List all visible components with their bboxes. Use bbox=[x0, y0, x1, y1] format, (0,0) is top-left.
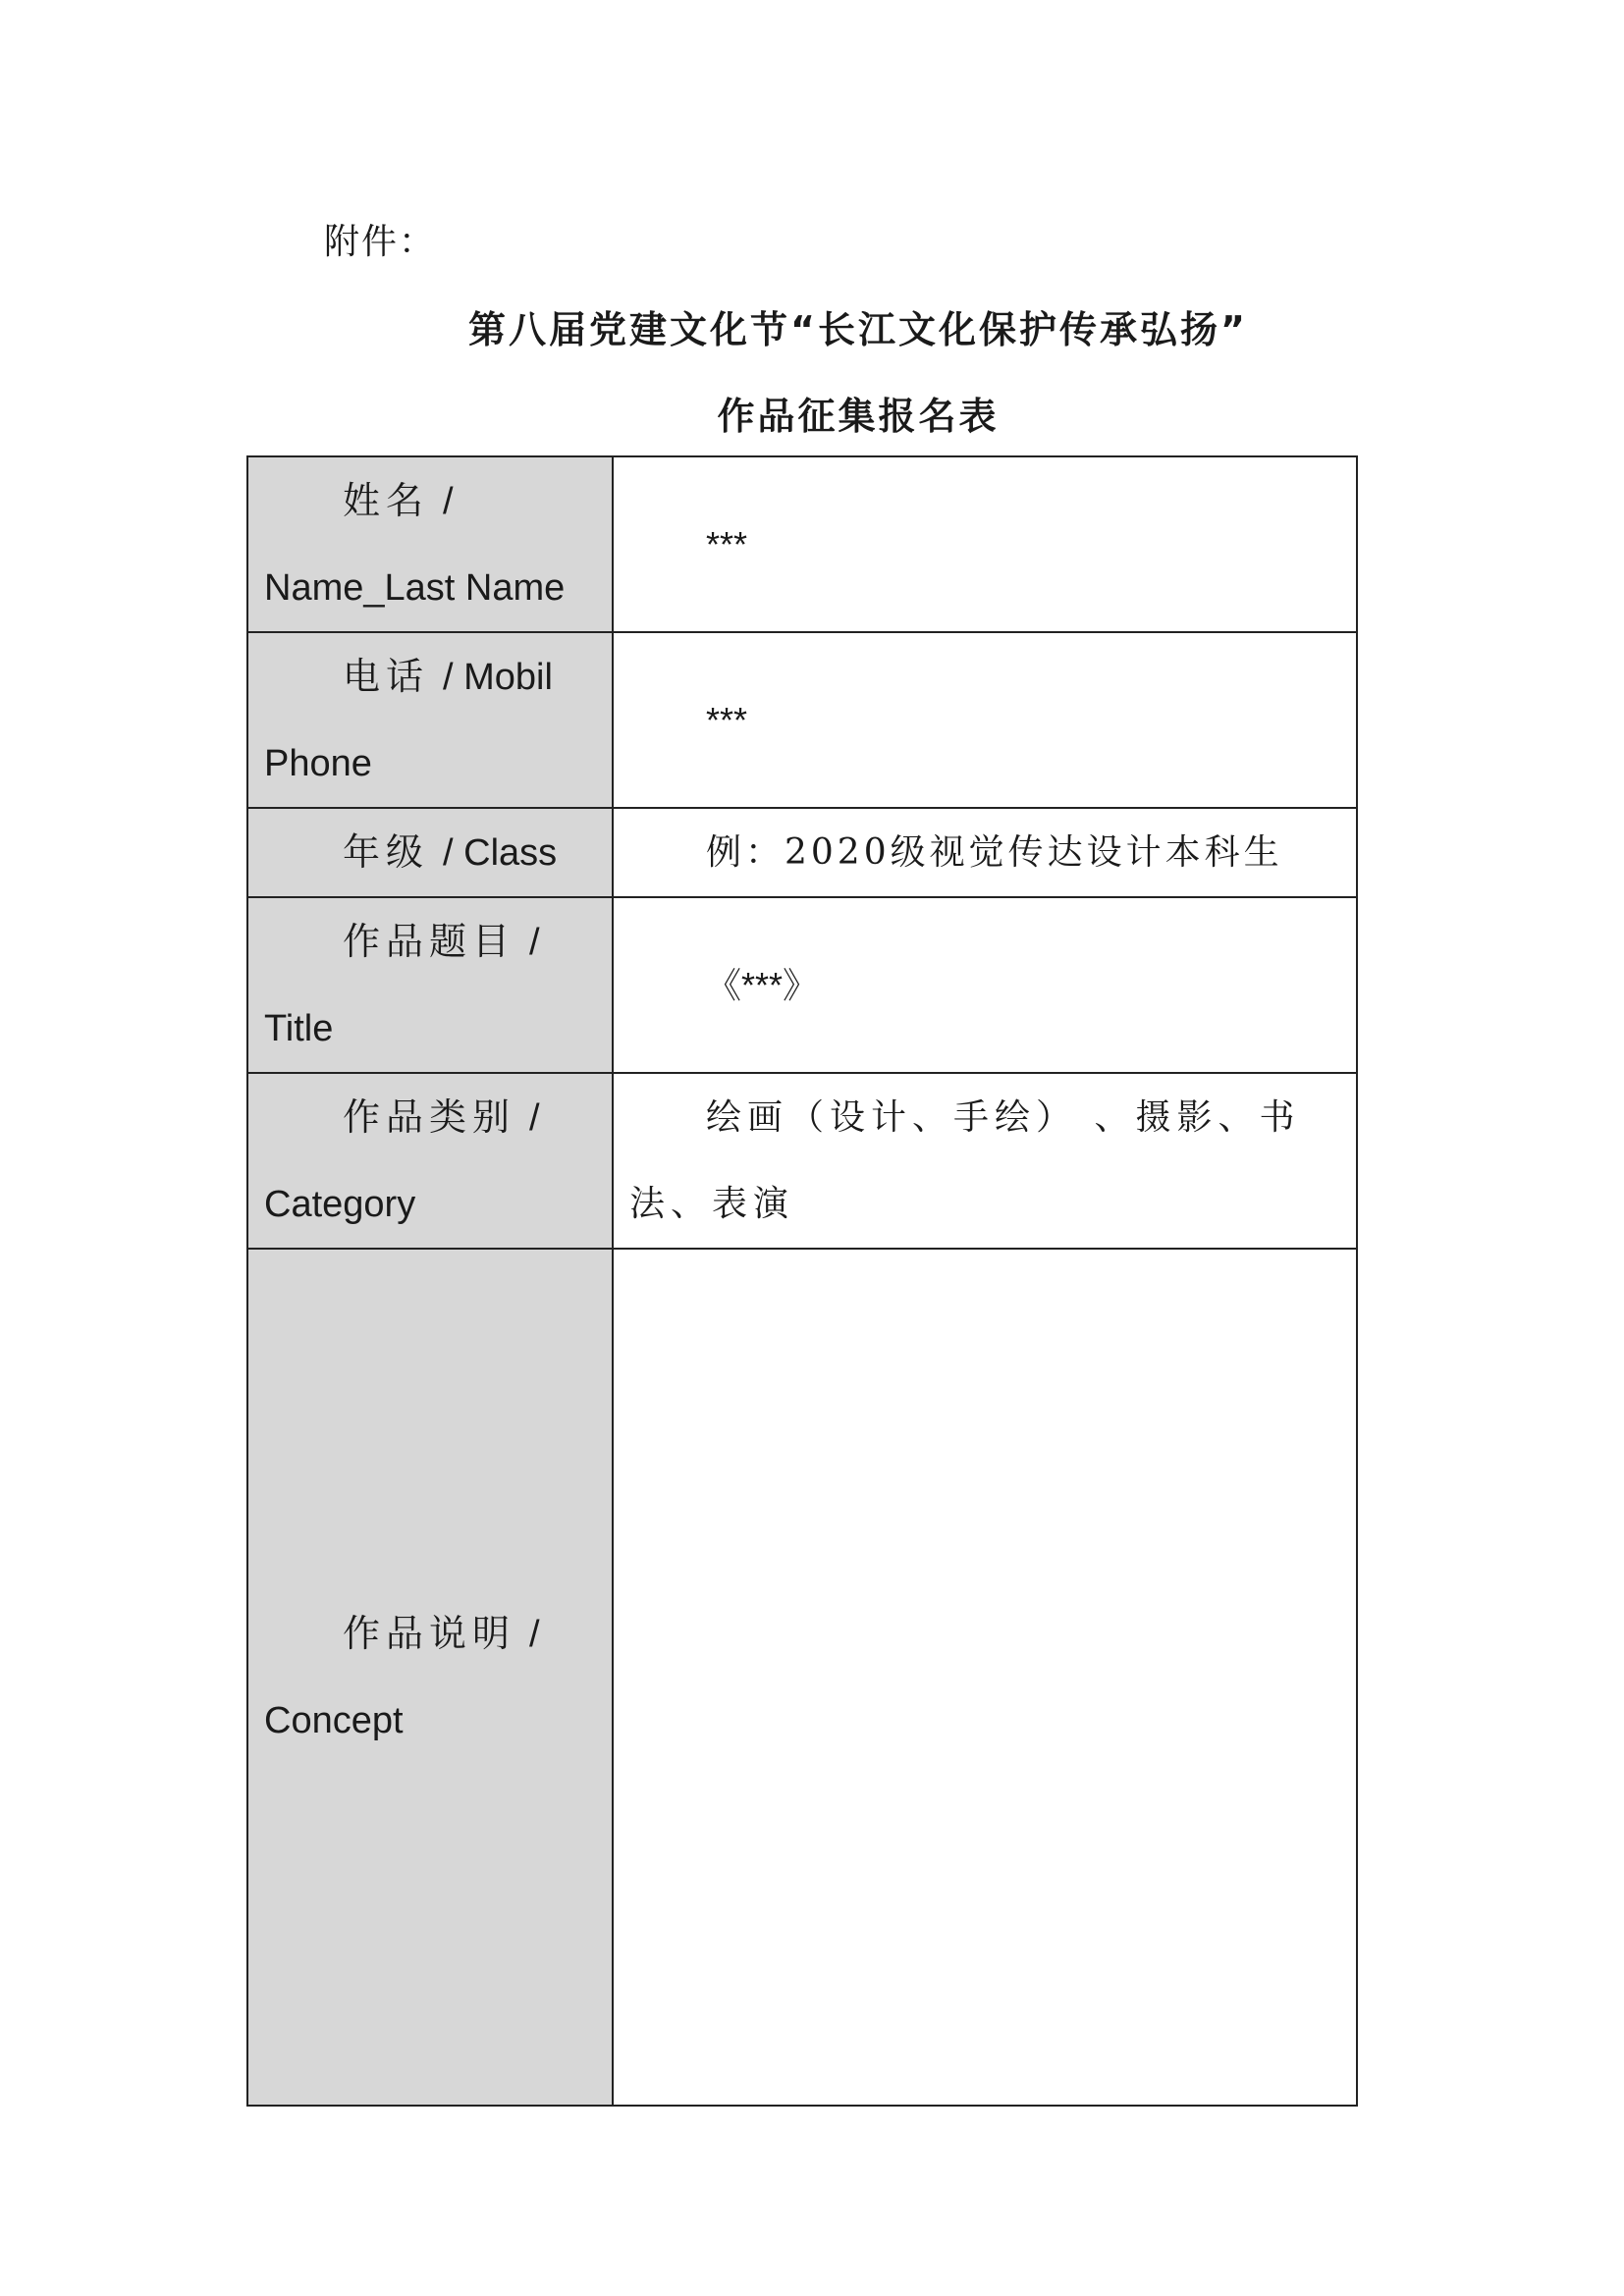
label-concept-slash: / bbox=[529, 1614, 540, 1655]
value-phone: *** bbox=[706, 699, 748, 740]
label-category-en: Category bbox=[264, 1184, 416, 1225]
value-class: 例：2020级视觉传达设计本科生 bbox=[706, 831, 1283, 873]
label-cell-phone bbox=[247, 632, 613, 808]
form-row-title bbox=[247, 897, 1357, 1073]
value-cell-category[interactable] bbox=[613, 1073, 1357, 1249]
form-title-line-2: 作品征集报名表 bbox=[717, 395, 1000, 438]
form-row-category bbox=[247, 1073, 1357, 1249]
label-category-slash: / bbox=[529, 1097, 540, 1139]
label-cell-concept bbox=[247, 1249, 613, 2106]
value-title: 《***》 bbox=[706, 964, 819, 1005]
label-title-zh: 作品题目 bbox=[343, 920, 516, 963]
value-cell-phone[interactable] bbox=[613, 632, 1357, 808]
label-phone-zh: 电话 bbox=[343, 655, 430, 698]
label-title-slash: / bbox=[529, 922, 540, 963]
label-cell-class bbox=[247, 808, 613, 897]
label-class-zh: 年级 bbox=[343, 830, 430, 874]
value-cell-title[interactable] bbox=[613, 897, 1357, 1073]
label-concept-zh: 作品说明 bbox=[343, 1612, 516, 1655]
label-category-zh: 作品类别 bbox=[343, 1095, 516, 1139]
form-row-name bbox=[247, 456, 1357, 632]
form-row-concept bbox=[247, 1249, 1357, 2106]
label-name-zh: 姓名 bbox=[343, 479, 430, 522]
value-cell-name[interactable] bbox=[613, 456, 1357, 632]
value-cell-class[interactable] bbox=[613, 808, 1357, 897]
value-category: 绘画（设计、手绘） 、摄影、书法、表演 bbox=[629, 1096, 1301, 1224]
form-title-line-1: 第八届党建文化节“长江文化保护传承弘扬” bbox=[468, 308, 1248, 351]
label-name-en: Name_Last Name bbox=[264, 567, 566, 609]
value-cell-concept[interactable] bbox=[613, 1249, 1357, 2106]
attachment-label: 附件： bbox=[324, 222, 437, 262]
form-row-class bbox=[247, 808, 1357, 897]
label-cell-title bbox=[247, 897, 613, 1073]
label-cell-category bbox=[247, 1073, 613, 1249]
label-phone-en: Phone bbox=[264, 743, 372, 784]
registration-form-table bbox=[246, 455, 1358, 2107]
form-row-phone bbox=[247, 632, 1357, 808]
label-cell-name bbox=[247, 456, 613, 632]
value-name: *** bbox=[706, 523, 748, 564]
label-class-en: / Class bbox=[443, 832, 558, 874]
label-title-en: Title bbox=[264, 1008, 334, 1049]
label-concept-en: Concept bbox=[264, 1700, 404, 1741]
label-phone-slash: / Mobil bbox=[443, 657, 553, 698]
label-name-slash: / bbox=[443, 481, 454, 522]
